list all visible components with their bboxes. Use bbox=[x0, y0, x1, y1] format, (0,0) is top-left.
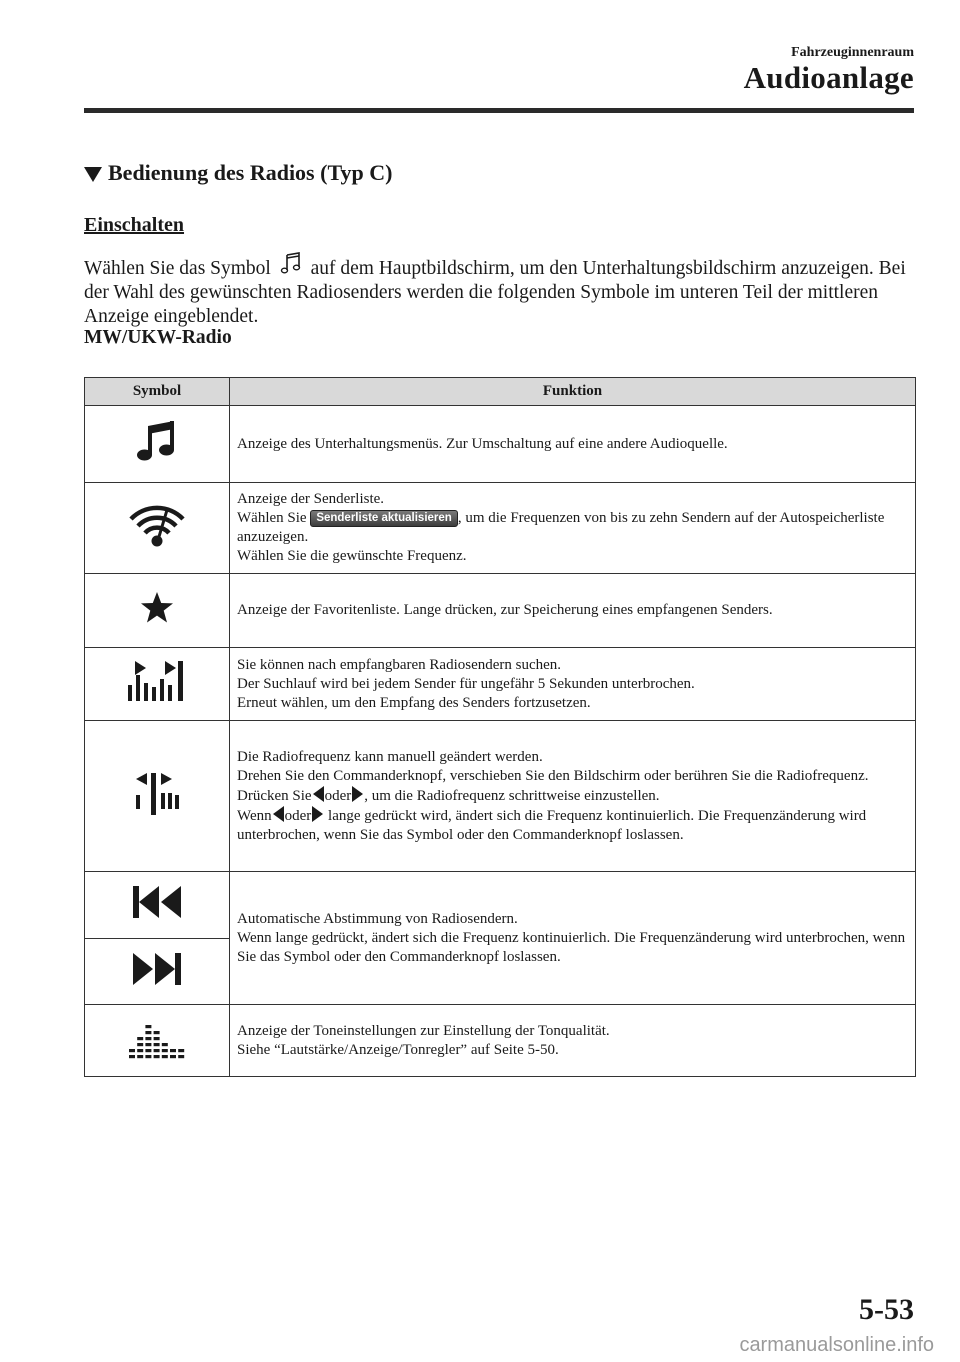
star-icon bbox=[140, 591, 174, 625]
header-section: Fahrzeuginnenraum bbox=[791, 45, 914, 60]
triangle-right-icon bbox=[312, 806, 323, 822]
section-title-text: Bedienung des Radios (Typ C) bbox=[108, 160, 393, 185]
row-text: Die Radiofrequenz kann manuell geändert werden. bbox=[237, 748, 543, 765]
header-title: Audioanlage bbox=[743, 60, 914, 95]
row-text: oder bbox=[284, 807, 312, 824]
page-number: 5-53 bbox=[859, 1293, 914, 1326]
triangle-left-icon bbox=[273, 806, 284, 822]
station-list-icon bbox=[127, 502, 187, 548]
row-text-with-arrows bbox=[237, 786, 908, 806]
table-row bbox=[85, 872, 916, 939]
row-text: Anzeige der Senderliste. bbox=[237, 491, 385, 507]
header-rule bbox=[84, 108, 914, 113]
table-row bbox=[85, 1005, 916, 1077]
music-note-icon bbox=[135, 417, 179, 465]
row-text: Anzeige des Unterhaltungsmenüs. Zur Umschaltung auf eine andere Audioquelle. bbox=[237, 435, 728, 452]
row-text: Drücken Sie bbox=[237, 787, 312, 804]
row-text: Wenn bbox=[237, 807, 272, 824]
row-text-with-button bbox=[237, 509, 908, 547]
table-row bbox=[85, 406, 916, 483]
music-note-icon bbox=[279, 252, 303, 276]
table-row bbox=[85, 483, 916, 574]
header-symbol: Symbol bbox=[85, 378, 230, 406]
row-text: oder bbox=[324, 787, 352, 804]
row-text: Wählen Sie bbox=[237, 510, 307, 526]
row-text: Der Suchlauf wird bei jedem Sender für ungefähr 5 Sekunden unterbrochen. bbox=[237, 675, 695, 692]
manual-tune-icon bbox=[132, 769, 182, 817]
watermark: carmanualsonline.info bbox=[739, 1334, 934, 1356]
row-text: lange gedrückt wird, ändert sich die Frequenz kontinuierlich. Die Frequenzänderung wird unterbrochen, wenn Sie das Symbol oder den Commanderknopf loslassen. bbox=[237, 807, 867, 843]
row-text: , um die Radiofrequenz schrittweise einzustellen. bbox=[364, 787, 660, 804]
row-text: Anzeige der Favoritenliste. Lange drücken, zur Speicherung eines empfangenen Senders. bbox=[237, 602, 773, 618]
scan-icon bbox=[124, 657, 190, 705]
table-row bbox=[85, 574, 916, 648]
table-header-row bbox=[85, 378, 916, 406]
function-table bbox=[84, 377, 916, 1077]
row-text: Drehen Sie den Commanderknopf, verschieben Sie den Bildschirm oder berühren Sie die Radiofrequenz. bbox=[237, 767, 869, 784]
subheading: Einschalten bbox=[84, 214, 185, 236]
row-text: Wählen Sie die gewünschte Frequenz. bbox=[237, 548, 467, 564]
triangle-left-icon bbox=[313, 786, 324, 802]
skip-back-icon bbox=[130, 884, 184, 920]
intro-paragraph bbox=[84, 252, 924, 329]
row-text: Automatische Abstimmung von Radiosendern. bbox=[237, 910, 518, 927]
table-row bbox=[85, 721, 916, 872]
radio-label: MW/UKW-Radio bbox=[84, 327, 232, 348]
row-text: Sie können nach empfangbaren Radiosendern suchen. bbox=[237, 656, 562, 673]
triangle-right-icon bbox=[352, 786, 363, 802]
update-station-list-button[interactable]: Senderliste aktualisieren bbox=[310, 510, 458, 527]
table-row bbox=[85, 648, 916, 721]
row-text: Anzeige der Toneinstellungen zur Einstellung der Tonqualität. bbox=[237, 1022, 610, 1039]
triangle-marker-icon bbox=[84, 167, 102, 182]
skip-forward-icon bbox=[130, 951, 184, 987]
equalizer-icon bbox=[127, 1017, 187, 1059]
row-text-with-arrows bbox=[237, 806, 908, 845]
header-function: Funktion bbox=[230, 378, 916, 406]
row-text: , um die Frequenzen von bis zu zehn Sendern auf der Autospeicherliste anzuzeigen. bbox=[237, 510, 885, 545]
row-text: Siehe “Lautstärke/Anzeige/Tonregler” auf Seite 5-50. bbox=[237, 1041, 559, 1058]
row-text: Erneut wählen, um den Empfang des Senders fortzusetzen. bbox=[237, 694, 591, 711]
intro-before: Wählen Sie das Symbol bbox=[84, 258, 271, 279]
section-title bbox=[84, 160, 392, 186]
row-text: Wenn lange gedrückt, ändert sich die Frequenz kontinuierlich. Die Frequenzänderung wird unterbrochen, wenn Sie das Symbol oder den Commanderknopf loslassen. bbox=[237, 929, 906, 965]
intro-after: auf dem Hauptbildschirm, um den Unterhaltungsbildschirm anzuzeigen. Bei der Wahl des gewünschten Radiosenders werden die folgenden Symbole im unteren Teil der mittleren Anzeige eingeblendet. bbox=[84, 258, 906, 327]
